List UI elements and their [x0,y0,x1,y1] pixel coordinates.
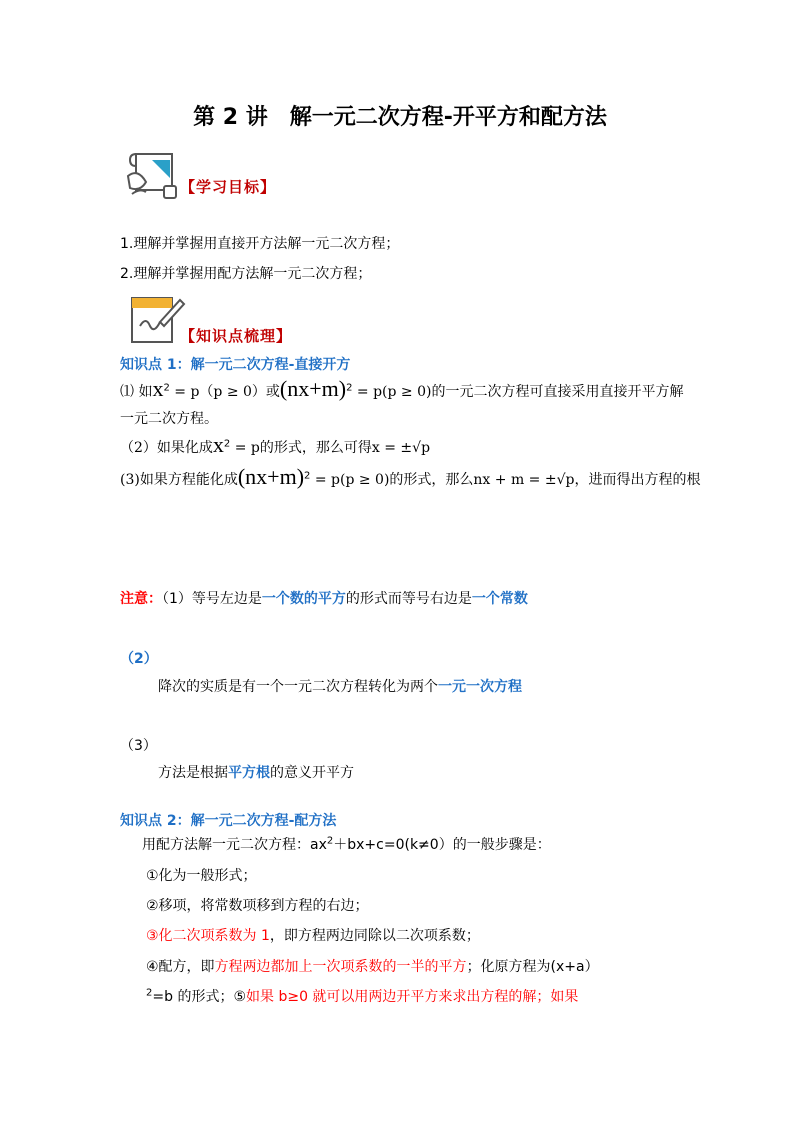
kp1-item1-x: x [152,376,164,401]
kp1-title: 知识点 1：解一元二次方程-直接开方 [120,357,351,373]
section-knowledge-label: 【知识点梳理】 [180,327,293,345]
kp1-item2-sq: 2 [223,438,231,450]
kp2-step-5-sq: 2 [146,987,153,999]
kp2-step-4-a: ④配方，即 [146,959,215,975]
note-3 [158,762,354,782]
kp2-step-4-c: ；化原方程为(x+a） [466,959,599,975]
kp1-item3-a: (3)如果方程能化成 [120,472,238,488]
kp1-item1-c: = p(p ≥ 0)的一元二次方程可直接采用直接开平方解 [352,384,684,400]
kp2-intro [142,834,551,854]
kp2-step-3-b: ，即方程两边同除以二次项系数； [269,928,480,944]
page-title: 第 2 讲 解一元二次方程-开平方和配方法 [193,105,607,130]
kp2-step-5-a: =b 的形式；⑤ [152,989,246,1005]
goal-item-2: 2.理解并掌握用配方法解一元二次方程； [120,266,372,282]
note-3-c: 的意义开平方 [270,765,354,781]
kp1-item1-paren: (nx+m) [279,376,347,401]
kp1-item2-x: x [212,432,224,457]
note-label: 注意： [120,591,162,607]
note-1 [120,588,528,608]
note-1-d: 一个常数 [471,591,528,607]
kp2-step-3 [146,925,480,945]
kp2-intro-b: ＋bx+c=0(k≠0）的一般步骤是： [333,837,551,853]
note-3-number: （3） [120,738,157,754]
kp2-intro-a: 用配方法解一元二次方程：ax [142,837,327,853]
section-goals-label: 【学习目标】 [180,178,277,196]
kp1-item2 [120,432,430,458]
kp2-intro-sq: 2 [326,835,334,847]
kp1-item2-b: = p的形式，那么可得x = ±√p [230,440,431,456]
kp2-step-3-a: ③化二次项系数为 1 [146,928,270,944]
scroll-quill-icon [122,150,184,202]
kp1-item1-sq: 2 [163,382,170,394]
kp1-item1-sq2: 2 [346,382,353,394]
kp1-item3-paren: (nx+m) [237,464,305,489]
kp1-item2-a: （2）如果化成 [120,440,213,456]
kp2-step-4-b: 方程两边都加上一次项系数的一半的平方 [214,959,467,975]
note-2-b: 一元一次方程 [438,679,522,695]
note-1-c: 的形式而等号右边是 [345,591,472,607]
kp1-item3-sq: 2 [304,470,311,482]
kp1-item3-b: = p(p ≥ 0)的形式，那么nx + m = ±√p，进而得出方程的根 [310,472,701,488]
kp1-item1 [120,376,683,406]
note-3-b: 平方根 [228,765,270,781]
goal-item-1: 1.理解并掌握用直接开方法解一元二次方程； [120,236,400,252]
note-1-b: 一个数的平方 [261,591,346,607]
note-2-a: 降次的实质是有一个一元二次方程转化为两个 [158,679,438,695]
note-pencil-icon [126,292,186,348]
kp2-step-4 [146,956,599,976]
kp1-item1-b: = p（p ≥ 0）或 [169,384,280,400]
note-2 [158,676,522,696]
kp1-item1-a: ⑴ 如 [120,384,153,400]
note-1-a: （1）等号左边是 [162,591,262,607]
kp2-step-2: ②移项，将常数项移到方程的右边； [146,898,369,914]
kp2-step-5 [146,986,578,1006]
kp2-step-5-b: 如果 b≥0 就可以用两边开平方来求出方程的解；如果 [246,989,579,1005]
kp2-title: 知识点 2：解一元二次方程-配方法 [120,813,337,829]
note-3-a: 方法是根据 [158,765,228,781]
kp2-step-1: ①化为一般形式； [146,868,257,884]
note-2-number: （2） [120,651,158,667]
kp1-item1-line2: 一元二次方程。 [120,411,218,427]
kp1-item3 [120,464,700,490]
